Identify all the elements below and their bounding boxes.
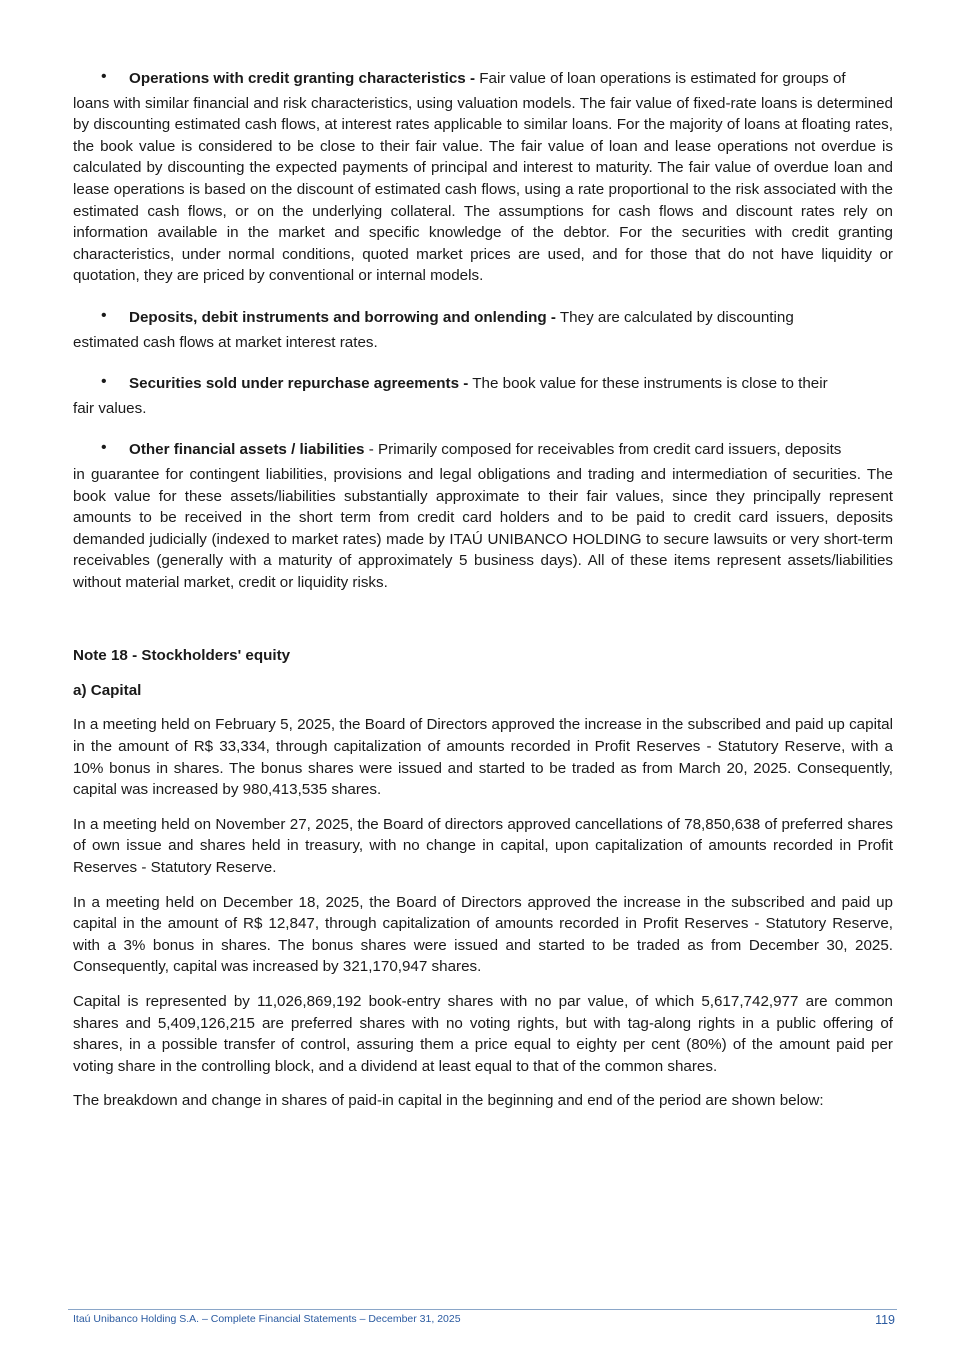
footer-title: Itaú Unibanco Holding S.A. – Complete Financial Statements – December 31, 2025	[73, 1313, 461, 1325]
bullet-first-line: Fair value of loan operations is estimated for groups of	[479, 70, 846, 87]
paragraph: The breakdown and change in shares of paid-in capital in the beginning and end of the period are shown below:	[73, 1092, 824, 1110]
paragraph: In a meeting held on December 18, 2025, the Board of Directors approved the increase in the subscribed and paid up capital in the amount of R$ 12,847, through capitalization of amounts recorded in Profit Reserves - Statutory Reserve, with a 3% bonus in shares. The bonus shares were issued and started to be traded as from December 30, 2025. Consequently, capital was increased by 321,170,947 shares.	[73, 893, 893, 976]
bullet-body: loans with similar financial and risk characteristics, using valuation models. The fair value of fixed-rate loans is determined by discounting estimated cash flows, at interest rates applicable to similar loans. For the majority of loans at floating rates, the book value is considered to be close to their fair value. The fair value of loan and lease operations not overdue is calculated by discounting the expected payments of principal and interest to maturity. The fair value of overdue loan and lease operations is based on the discount of estimated cash flows, using a rate proportional to the risk associated with the estimated cash flows, or on the underlying collateral. The assumptions for cash flows and discount rates rely on information available in the market and specific knowledge of the debtor. For the securities with credit granting characteristics, under normal conditions, quoted market prices are used, and for those that do not have liquidity or quotation, they are priced by conventional or internal models.	[73, 94, 893, 285]
bullet-body: fair values.	[73, 399, 147, 417]
bullet-credit-operations	[73, 68, 893, 287]
bullet-dot-icon: •	[101, 439, 107, 457]
bullet-title: Other financial assets / liabilities	[129, 441, 365, 459]
bullet-other-financial	[73, 439, 893, 593]
footer-divider	[68, 1309, 897, 1310]
bullet-title: Deposits, debit instruments and borrowing and onlending -	[129, 308, 556, 326]
bullet-repurchase	[73, 373, 893, 419]
bullet-first-line: - Primarily composed for receivables from credit card issuers, deposits	[368, 441, 842, 459]
bullet-body: in guarantee for contingent liabilities, provisions and legal obligations and trading and intermediation of securities. The book value for these assets/liabilities substantially approximate to their fair values, since they principally represent amounts to be received in the short term from credit card holders and to be paid to credit card issuers, deposits demanded judicially (indexed to market rates) made by ITAÚ UNIBANCO HOLDING to secure lawsuits or very short-term receivables (generally with a maturity of approximately 5 business days). All of these items represent assets/liabilities without material market, credit or liquidity risks.	[73, 465, 893, 591]
paragraph: Capital is represented by 11,026,869,192 book-entry shares with no par value, of which 5,617,742,977 are common shares and 5,409,126,215 are preferred shares with no voting rights, but with tag-along rights in a public offering of shares, in a possible transfer of control, assuring them a price equal to eighty per cent (80%) of the amount paid per voting share in the controlling block, and a dividend at least equal to that of the common shares.	[73, 993, 893, 1075]
page-number: 119	[875, 1313, 895, 1327]
bullet-body: estimated cash flows at market interest rates.	[73, 333, 378, 351]
bullet-deposits	[73, 307, 893, 353]
section-subheading: a) Capital	[73, 682, 142, 700]
bullet-title: Operations with credit granting characteristics -	[129, 70, 476, 87]
bullet-dot-icon: •	[101, 68, 107, 85]
bullet-first-line: They are calculated by discounting	[559, 308, 794, 326]
bullet-first-line: The book value for these instruments is close to their	[472, 375, 828, 393]
paragraph: In a meeting held on November 27, 2025, the Board of directors approved cancellations of 78,850,638 of preferred shares of own issue and shares held in treasury, with no change in capital, upon capitalization of amounts recorded in Profit Reserves - Statutory Reserve.	[73, 815, 893, 877]
paragraph: In a meeting held on February 5, 2025, the Board of Directors approved the increase in the subscribed and paid up capital in the amount of R$ 33,334, through capitalization of amounts recorded in Profit Reserves - Statutory Reserve, with a 10% bonus in shares. The bonus shares were issued and started to be traded as from March 20, 2025. Consequently, capital was increased by 980,413,535 shares.	[73, 716, 893, 799]
bullet-dot-icon: •	[101, 306, 107, 324]
bullet-title: Securities sold under repurchase agreements -	[129, 375, 469, 393]
bullet-dot-icon: •	[101, 373, 107, 391]
document-body	[73, 68, 893, 1112]
note-heading: Note 18 - Stockholders' equity	[73, 647, 291, 665]
